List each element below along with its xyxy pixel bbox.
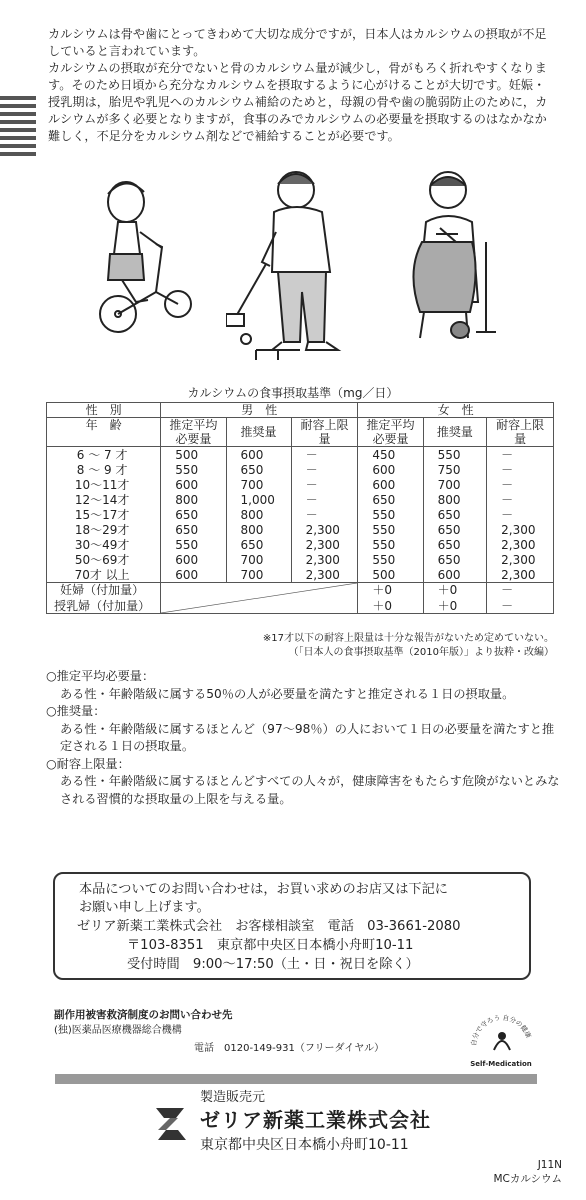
value-cell: － <box>487 598 554 614</box>
value-cell: － <box>291 447 358 463</box>
age-cell: 妊婦（付加量） <box>47 583 161 599</box>
zeria-logo-icon <box>150 1102 192 1146</box>
elderly-man-gateball-illustration <box>226 162 350 367</box>
value-cell: 2,300 <box>487 567 554 583</box>
value-cell: 650 <box>423 537 487 552</box>
contact-line-1: 本品についてのお問い合わせは，お買い求めのお店又は下記に <box>79 882 448 897</box>
age-cell: 授乳婦（付加量） <box>47 598 161 614</box>
pregnant-woman-knitting-illustration <box>396 162 500 352</box>
value-cell: 550 <box>358 537 423 552</box>
male-na-cell <box>161 583 358 614</box>
intro-paragraph-1: カルシウムは骨や歯にとってきわめて大切な成分ですが，日本人はカルシウムの摂取が不足していると言われています。 <box>48 27 547 58</box>
age-cell: 8 ～ 9 才 <box>47 462 161 477</box>
value-cell: 500 <box>358 567 423 583</box>
value-cell: 600 <box>161 552 226 567</box>
age-cell: 30～49才 <box>47 537 161 552</box>
intro-text <box>48 26 556 145</box>
value-cell: 600 <box>358 462 423 477</box>
table-note-1: ※17才以下の耐容上限量は十分な報告がないため定めていない。 <box>262 633 554 644</box>
table-caption: カルシウムの食事摂取基準（mg／日） <box>187 386 399 400</box>
product-code-line-1: J11N <box>537 1159 562 1171</box>
product-code-line-2: MCカルシウム <box>493 1173 562 1185</box>
value-cell: 2,300 <box>291 537 358 552</box>
intro-paragraph-2: カルシウムの摂取が充分でないと骨のカルシウム量が減少し，骨がもろく折れやすくなります。そのため日頃から充分なカルシウムを摂取するように心がけることが大切です。妊娠・授乳期は，胎児や乳児へのカルシウム補給のためと，母親の骨や歯の脆弱防止のために，カルシウムが多く必要となりますが，食事のみでカルシウムの必要量を摂取するのはなかなか難しく，不足分をカルシウム剤などで補給することが必要です。 <box>48 61 548 143</box>
age-header: 年 齢 <box>47 418 161 447</box>
value-cell: 700 <box>226 567 291 583</box>
contact-line-5: 受付時間 9:00～17:50（土・日・祝日を除く） <box>127 957 419 972</box>
table-row <box>47 537 554 552</box>
manufacturer-role: 製造販売元 <box>200 1090 266 1105</box>
male-ul-header: 耐容上限量 <box>291 418 358 447</box>
value-cell: － <box>487 477 554 492</box>
table-row <box>47 567 554 583</box>
value-cell: ＋0 <box>423 598 487 614</box>
contact-box <box>53 872 531 980</box>
value-cell: － <box>291 462 358 477</box>
value-cell: 550 <box>423 447 487 463</box>
value-cell: 750 <box>423 462 487 477</box>
value-cell: 650 <box>423 522 487 537</box>
ear-definition: ある性・年齢階級に属する50％の人が必要量を満たすと推定される１日の摂取量。 <box>60 686 515 701</box>
value-cell: 650 <box>358 492 423 507</box>
value-cell: 2,300 <box>291 567 358 583</box>
rda-definition: ある性・年齢階級に属するほとんど（97～98％）の人において１日の必要量を満たすと推定される１日の摂取量。 <box>60 721 555 753</box>
value-cell: 600 <box>358 477 423 492</box>
ul-heading: ○耐容上限量： <box>46 756 130 771</box>
manufacturer-name: ゼリア新薬工業株式会社 <box>200 1108 431 1132</box>
value-cell: 550 <box>161 537 226 552</box>
relief-heading: 副作用被害救済制度のお問い合わせ先 <box>54 1009 233 1021</box>
table-row <box>47 552 554 567</box>
age-cell: 50～69才 <box>47 552 161 567</box>
value-cell: － <box>487 462 554 477</box>
value-cell: 700 <box>226 477 291 492</box>
value-cell: 600 <box>161 477 226 492</box>
table-notes <box>263 632 554 660</box>
definitions <box>46 668 562 808</box>
female-header: 女 性 <box>358 403 554 418</box>
diagonal-line <box>161 583 357 613</box>
value-cell: 700 <box>226 552 291 567</box>
table-row <box>47 477 554 492</box>
age-cell: 12～14才 <box>47 492 161 507</box>
value-cell: 1,000 <box>226 492 291 507</box>
ear-heading: ○推定平均必要量： <box>46 669 155 683</box>
value-cell: － <box>291 492 358 507</box>
male-header: 男 性 <box>161 403 358 418</box>
self-medication-label: Self-Medication <box>470 1060 532 1068</box>
value-cell: － <box>487 507 554 522</box>
value-cell: 800 <box>423 492 487 507</box>
value-cell: 650 <box>423 507 487 522</box>
value-cell: 800 <box>161 492 226 507</box>
female-rda-header: 推奨量 <box>423 418 487 447</box>
value-cell: － <box>291 477 358 492</box>
value-cell: 450 <box>358 447 423 463</box>
value-cell: － <box>291 507 358 522</box>
divider-bar <box>55 1074 537 1084</box>
self-medication-arc-text: 自分で守ろう 自分の健康 <box>469 1013 533 1047</box>
self-medication-logo <box>466 1006 536 1074</box>
product-code <box>493 1158 562 1186</box>
male-ear-header: 推定平均必要量 <box>161 418 226 447</box>
value-cell: 650 <box>423 552 487 567</box>
value-cell: 2,300 <box>291 552 358 567</box>
margin-stripes <box>0 96 36 160</box>
contact-line-2: お願い申し上げます。 <box>79 900 210 915</box>
value-cell: 650 <box>161 522 226 537</box>
male-rda-header: 推奨量 <box>226 418 291 447</box>
relief-tel: 電話 0120-149-931（フリーダイヤル） <box>194 1043 385 1054</box>
female-ear-header: 推定平均必要量 <box>358 418 423 447</box>
girl-tricycle-illustration <box>96 162 196 337</box>
value-cell: － <box>487 583 554 599</box>
value-cell: 2,300 <box>487 552 554 567</box>
age-cell: 70才 以上 <box>47 567 161 583</box>
female-ul-header: 耐容上限量 <box>487 418 554 447</box>
sex-header: 性 別 <box>47 403 161 418</box>
value-cell: 650 <box>226 537 291 552</box>
value-cell: 600 <box>423 567 487 583</box>
contact-line-3: ゼリア新薬工業株式会社 お客様相談室 電話 03-3661-2080 <box>77 919 461 934</box>
value-cell: 800 <box>226 507 291 522</box>
age-cell: 10～11才 <box>47 477 161 492</box>
table-row <box>47 492 554 507</box>
age-cell: 15～17才 <box>47 507 161 522</box>
value-cell: ＋0 <box>358 598 423 614</box>
age-cell: 6 ～ 7 才 <box>47 447 161 463</box>
manufacturer-address: 東京都中央区日本橋小舟町10-11 <box>200 1137 409 1153</box>
value-cell: － <box>487 447 554 463</box>
calcium-intake-table <box>46 402 554 614</box>
value-cell: 550 <box>358 522 423 537</box>
value-cell: 600 <box>161 567 226 583</box>
relief-org: (独)医薬品医療機器総合機構 <box>54 1025 182 1036</box>
age-cell: 18～29才 <box>47 522 161 537</box>
value-cell: 550 <box>161 462 226 477</box>
table-note-2: （「日本人の食事摂取基準（2010年版）」より抜粋・改編） <box>288 647 554 658</box>
value-cell: 800 <box>226 522 291 537</box>
table-row <box>47 447 554 463</box>
value-cell: 600 <box>226 447 291 463</box>
table-row <box>47 462 554 477</box>
value-cell: 650 <box>161 507 226 522</box>
value-cell: 650 <box>226 462 291 477</box>
contact-line-4: 〒103-8351 東京都中央区日本橋小舟町10-11 <box>127 938 414 953</box>
relief-system-info <box>54 1008 384 1056</box>
rda-heading: ○推奨量： <box>46 704 106 718</box>
value-cell: 550 <box>358 507 423 522</box>
value-cell: 2,300 <box>487 537 554 552</box>
table-row <box>47 522 554 537</box>
value-cell: 500 <box>161 447 226 463</box>
value-cell: 2,300 <box>291 522 358 537</box>
ul-definition: ある性・年齢階級に属するほとんどすべての人々が，健康障害をもたらす危険がないとみなされる習慣的な摂取量の上限を与える量。 <box>60 774 560 806</box>
value-cell: ＋0 <box>358 583 423 599</box>
value-cell: － <box>487 492 554 507</box>
value-cell: 700 <box>423 477 487 492</box>
value-cell: 2,300 <box>487 522 554 537</box>
table-row <box>47 507 554 522</box>
value-cell: 550 <box>358 552 423 567</box>
table-row-pregnant <box>47 583 554 599</box>
value-cell: ＋0 <box>423 583 487 599</box>
